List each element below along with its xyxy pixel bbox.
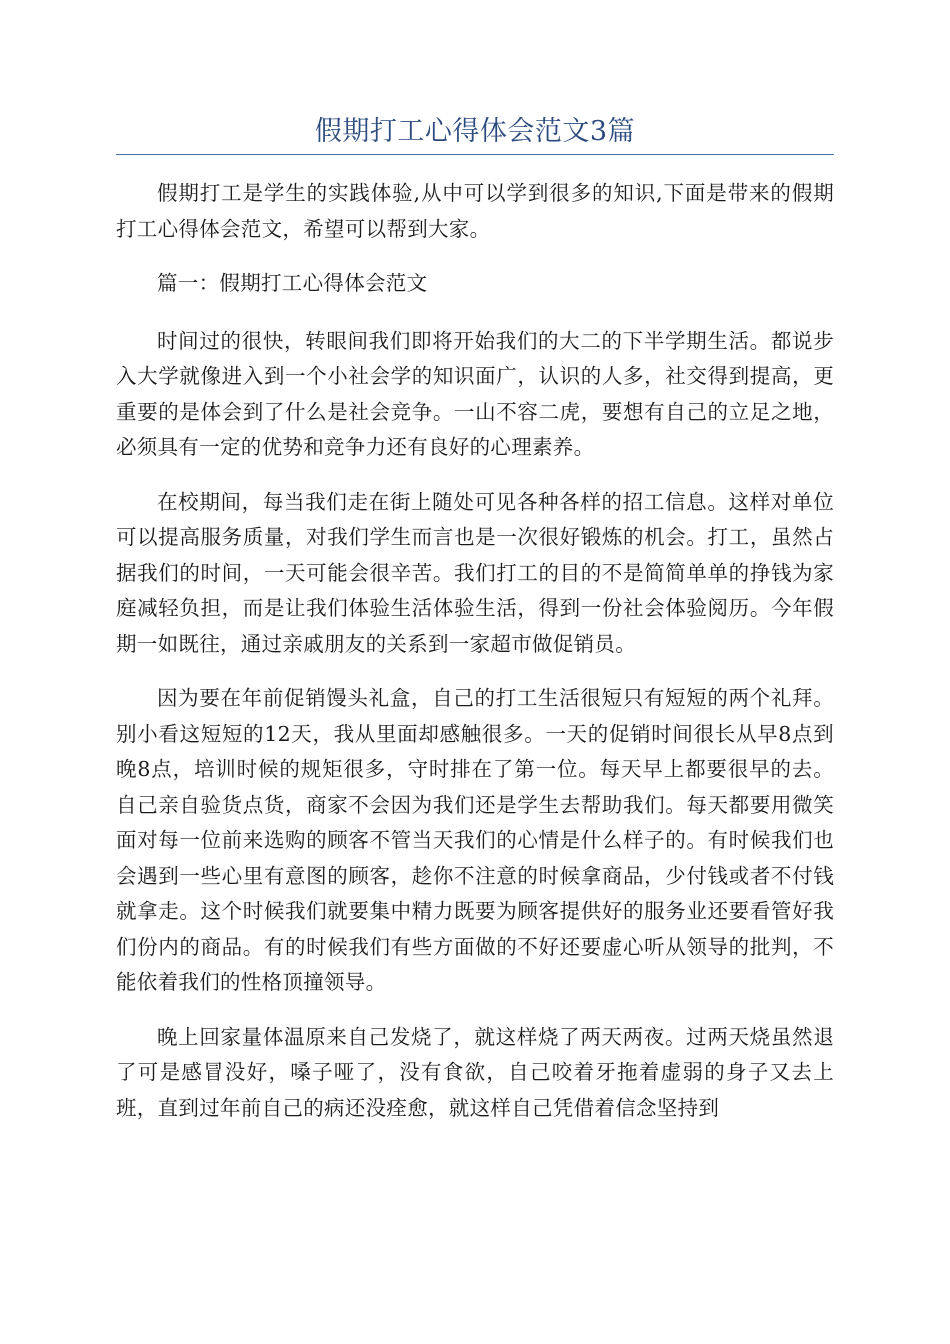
body-paragraph: 在校期间，每当我们走在街上随处可见各种各样的招工信息。这样对单位可以提高服务质量，对我们学生而言也是一次很好锻炼的机会。打工，虽然占据我们的时间，一天可能会很辛苦。我们打工的目的不是简简单单的挣钱为家庭减轻负担，而是让我们体验生活体验生活，得到一份社会体验阅历。今年假期一如既往，通过亲戚朋友的关系到一家超市做促销员。	[116, 489, 834, 656]
body-paragraph: 因为要在年前促销馒头礼盒，自己的打工生活很短只有短短的两个礼拜。别小看这短短的12天，我从里面却感触很多。一天的促销时间很长从早8点到晚8点，培训时候的规矩很多，守时排在了第一位。每天早上都要很早的去。自己亲自验货点货，商家不会因为我们还是学生去帮助我们。每天都要用微笑面对每一位前来选购的顾客不管当天我们的心情是什么样子的。有时候我们也会遇到一些心里有意图的顾客，趁你不注意的时候拿商品，少付钱或者不付钱就拿走。这个时候我们就要集中精力既要为顾客提供好的服务业还要看管好我们份内的商品。有的时候我们有些方面做的不好还要虚心听从领导的批判，不能依着我们的性格顶撞领导。	[116, 686, 834, 994]
body-paragraph: 晚上回家量体温原来自己发烧了，就这样烧了两天两夜。过两天烧虽然退了可是感冒没好，嗓子哑了，没有食欲，自己咬着牙拖着虚弱的身子又去上班，直到过年前自己的病还没痊愈，就这样自己凭借着信念坚持到	[116, 1024, 834, 1120]
document-title: 假期打工心得体会范文3篇	[314, 116, 636, 147]
section-heading: 篇一：假期打工心得体会范文	[157, 271, 428, 295]
intro-paragraph: 假期打工是学生的实践体验,从中可以学到很多的知识,下面是带来的假期打工心得体会范文，希望可以帮到大家。	[116, 181, 834, 241]
body-paragraph: 时间过的很快，转眼间我们即将开始我们的大二的下半学期生活。都说步入大学就像进入到一个小社会学的知识面广，认识的人多，社交得到提高，更重要的是体会到了什么是社会竞争。一山不容二虎，要想有自己的立足之地，必须具有一定的优势和竞争力还有良好的心理素养。	[116, 328, 834, 459]
document-body	[116, 176, 834, 1145]
title-underline	[116, 154, 834, 155]
